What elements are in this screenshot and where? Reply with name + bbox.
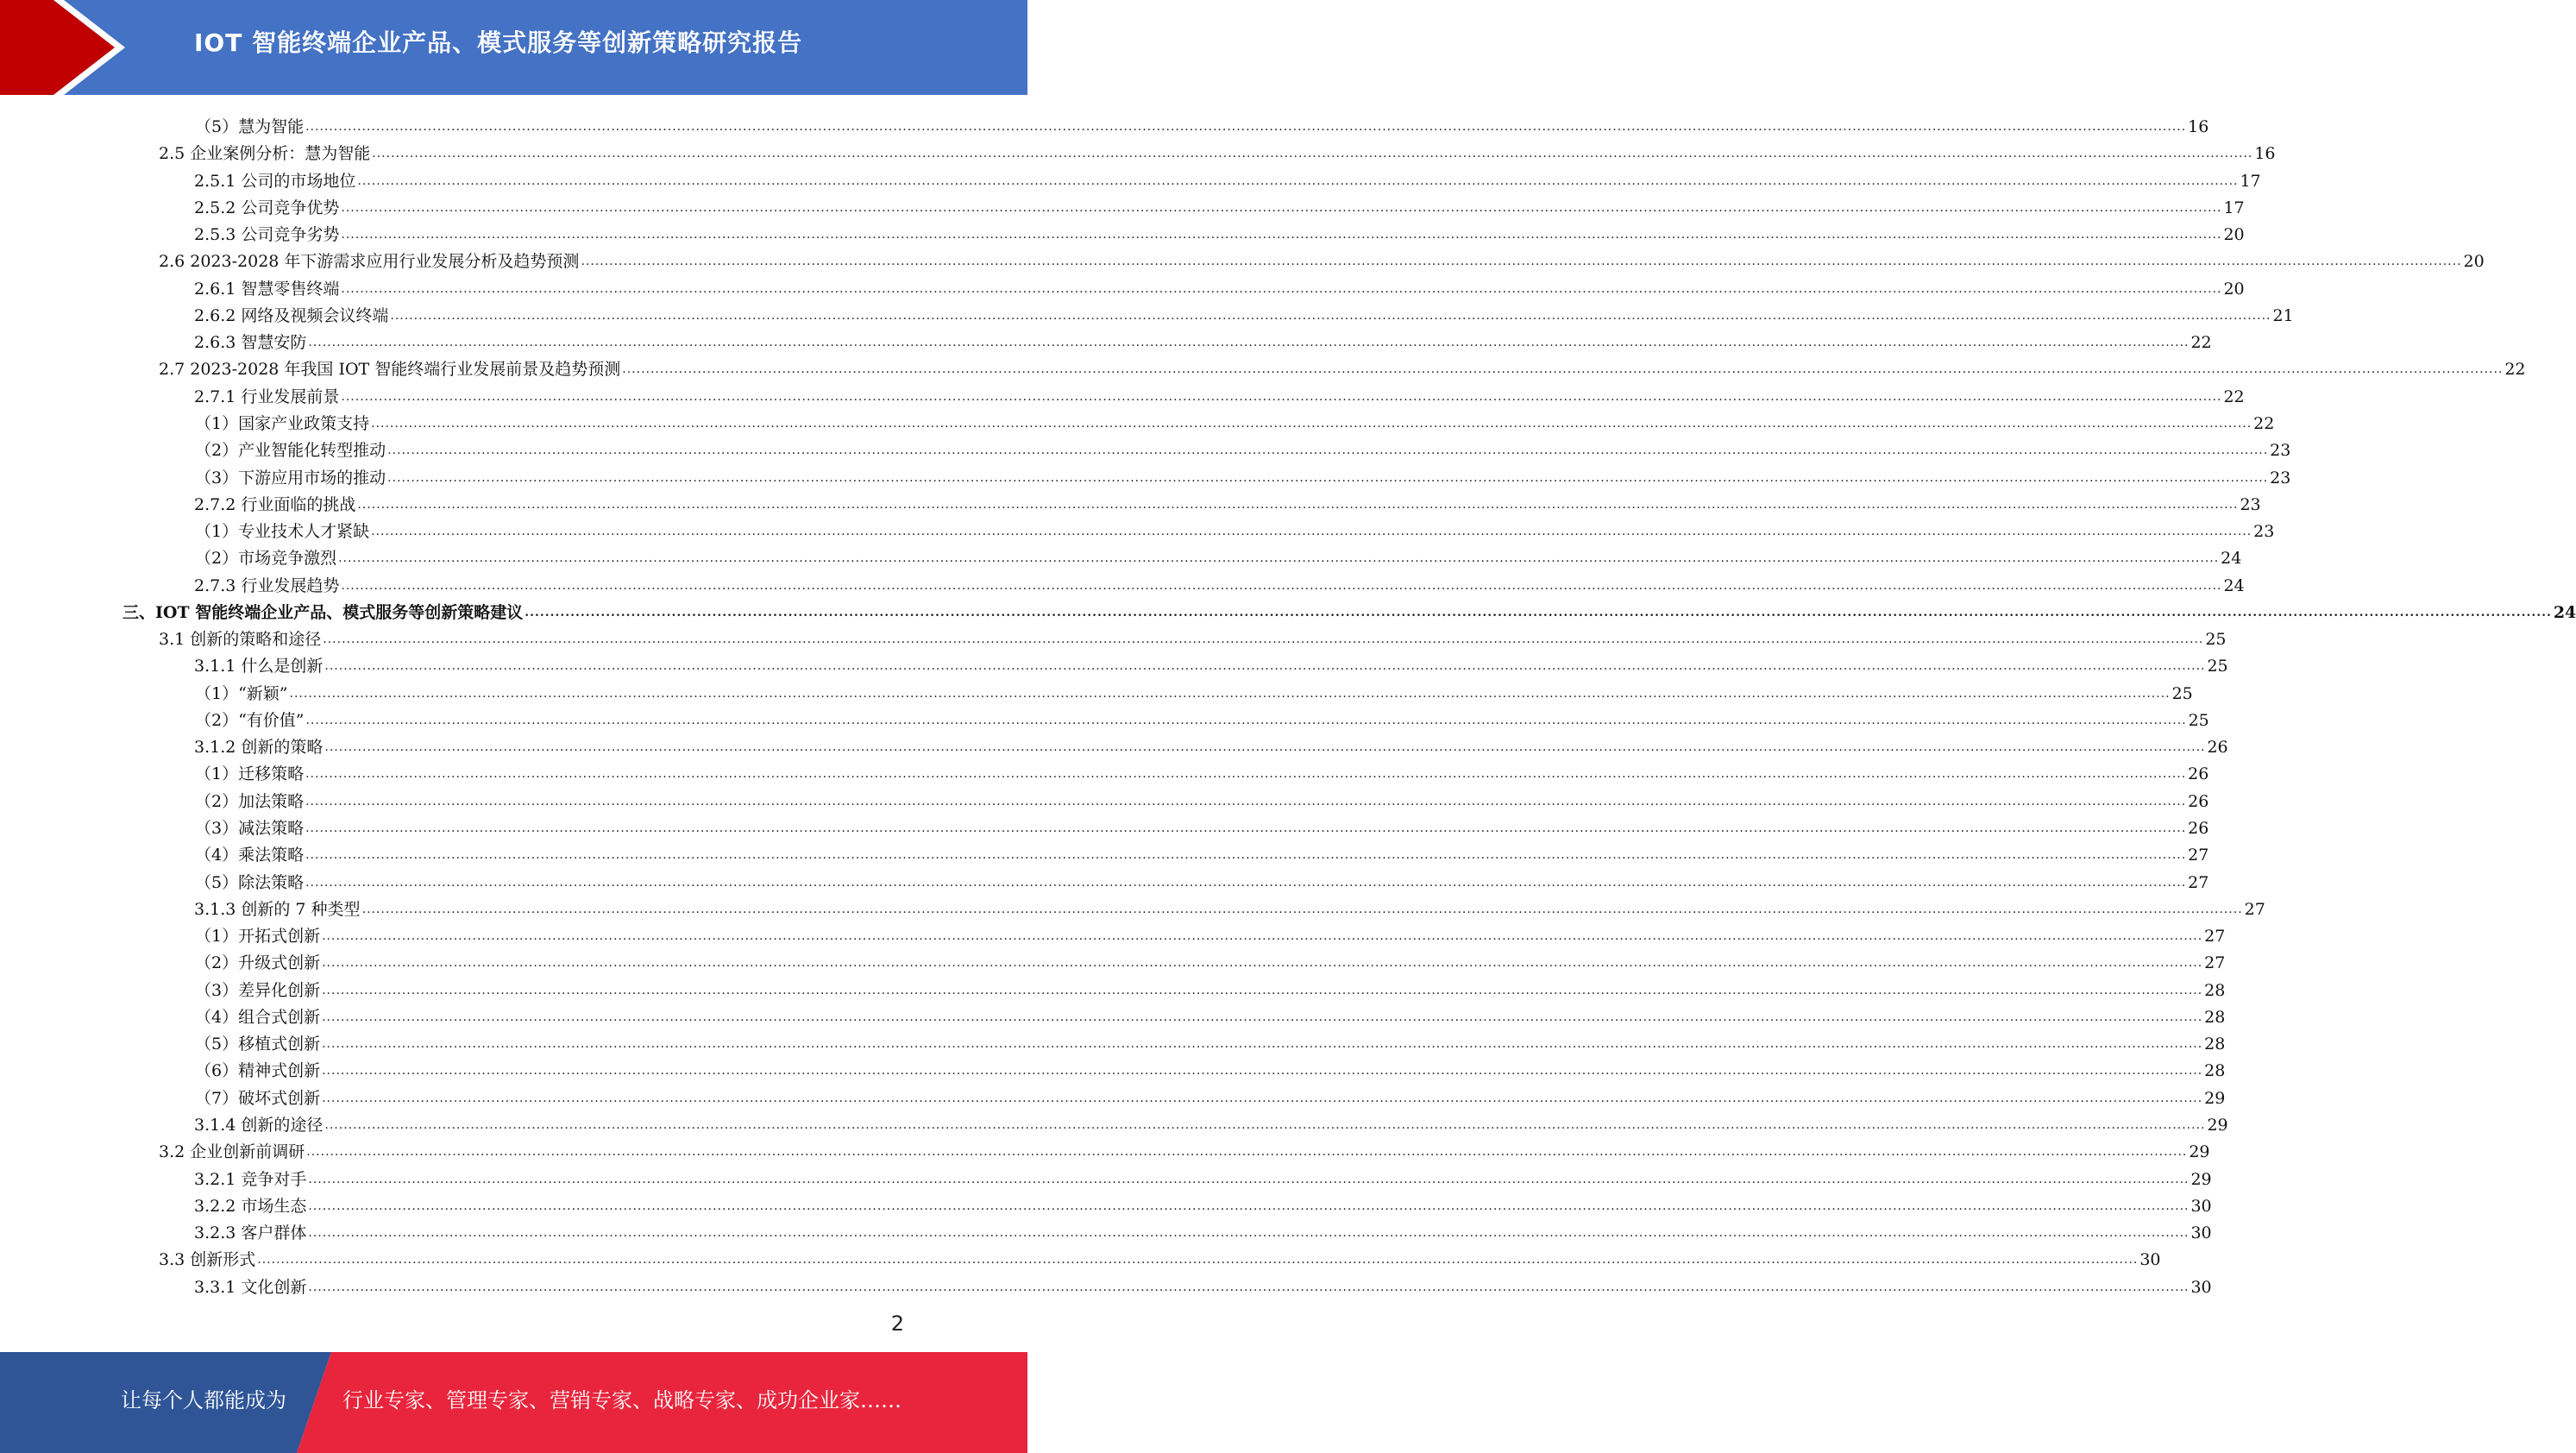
toc-entry-page: 22 [2504,360,2526,380]
header-red-chevron [0,0,138,95]
toc-entry-page: 22 [2190,333,2212,353]
toc-entry-title: （3）下游应用市场的推动 [195,468,386,487]
toc-entry-title: 2.5.2 公司竞争优势 [194,198,340,217]
toc-entry-title: 3.1.2 创新的策略 [194,738,324,758]
toc-entry[interactable] [194,299,2294,326]
toc-entry[interactable] [194,1217,2212,1243]
toc-entry[interactable] [194,569,2245,596]
toc-dot-leader: ................................................................................................................................................................................................................................................................................................................................................................................................................ [308,1172,2190,1186]
toc-entry[interactable] [194,273,2245,299]
toc-entry-title: （5）移植式创新 [195,1035,321,1054]
toc-dot-leader: ................................................................................................................................................................................................................................................................................................................................................................................................................ [341,200,2222,215]
toc-entry[interactable] [194,326,2212,353]
toc-entry-page: 23 [2240,494,2261,514]
toc-entry[interactable] [195,1054,2226,1081]
toc-entry[interactable] [195,812,2209,839]
toc-entry-title: 3.1 创新的策略和途径 [159,630,322,650]
toc-entry-title: （4）乘法策略 [195,846,305,865]
toc-entry-title: 2.6.1 智慧零售终端 [194,279,340,299]
toc-entry[interactable] [159,137,2276,164]
toc-entry[interactable] [195,677,2193,704]
toc-dot-leader: ................................................................................................................................................................................................................................................................................................................................................................................................................ [323,632,2204,647]
toc-entry[interactable] [194,381,2245,407]
toc-entry[interactable] [194,1163,2212,1190]
toc-entry-title: 3.3.1 文化创新 [194,1277,307,1297]
toc-dot-leader: ................................................................................................................................................................................................................................................................................................................................................................................................................ [581,255,2462,269]
toc-dot-leader: ................................................................................................................................................................................................................................................................................................................................................................................................................ [372,147,2253,161]
page-footer [0,1352,1027,1453]
toc-entry-title: （2）升级式创新 [195,953,321,973]
toc-entry[interactable] [194,1271,2212,1298]
toc-entry-title: （5）慧为智能 [195,117,305,136]
toc-entry[interactable] [195,704,2209,731]
toc-entry-page: 27 [2188,846,2209,865]
toc-entry-title: 3.2.1 竞争对手 [194,1169,307,1189]
toc-entry-page: 24 [2553,602,2576,622]
toc-entry-page: 22 [2223,387,2245,406]
toc-entry-page: 20 [2223,225,2245,245]
toc-dot-leader: ................................................................................................................................................................................................................................................................................................................................................................................................................ [357,173,2239,188]
toc-entry[interactable] [195,785,2209,812]
toc-dot-leader: ................................................................................................................................................................................................................................................................................................................................................................................................................ [371,416,2252,431]
toc-entry[interactable] [195,110,2209,137]
toc-entry-page: 20 [2223,279,2245,299]
toc-entry[interactable] [195,1082,2226,1109]
toc-entry[interactable] [194,650,2228,676]
toc-entry-page: 28 [2204,980,2226,1000]
toc-dot-leader: ................................................................................................................................................................................................................................................................................................................................................................................................................ [361,902,2243,916]
toc-dot-leader: ................................................................................................................................................................................................................................................................................................................................................................................................................ [324,740,2206,755]
toc-entry[interactable] [194,1190,2212,1217]
toc-dot-leader: ................................................................................................................................................................................................................................................................................................................................................................................................................ [390,308,2271,323]
toc-entry-title: 2.7.2 行业面临的挑战 [194,494,356,514]
toc-entry-page: 28 [2204,1061,2226,1081]
toc-dot-leader: ................................................................................................................................................................................................................................................................................................................................................................................................................ [322,983,2203,997]
toc-entry-page: 25 [2188,710,2209,730]
toc-entry[interactable] [194,218,2245,245]
toc-entry-page: 29 [2189,1142,2210,1162]
toc-entry[interactable] [195,920,2226,947]
toc-entry-title: 2.5.3 公司竞争劣势 [194,225,340,245]
toc-entry-title: （2）市场竞争激烈 [195,549,337,569]
toc-dot-leader: ................................................................................................................................................................................................................................................................................................................................................................................................................ [305,120,2187,134]
toc-dot-leader: ................................................................................................................................................................................................................................................................................................................................................................................................................ [306,1145,2188,1160]
toc-dot-leader: ................................................................................................................................................................................................................................................................................................................................................................................................................ [322,1037,2203,1052]
toc-entry-page: 25 [2207,657,2228,676]
toc-dot-leader: ................................................................................................................................................................................................................................................................................................................................................................................................................ [322,1091,2203,1105]
toc-entry-page: 22 [2253,413,2275,433]
toc-dot-leader: ................................................................................................................................................................................................................................................................................................................................................................................................................ [305,794,2187,808]
toc-entry-title: 3.2.2 市场生态 [194,1196,307,1216]
toc-entry-title: （2）产业智能化转型推动 [195,441,386,461]
toc-entry-title: 三、IOT 智能终端企业产品、模式服务等创新策略建议 [123,602,524,622]
toc-dot-leader: ................................................................................................................................................................................................................................................................................................................................................................................................................ [324,1117,2206,1132]
toc-entry-page: 25 [2205,630,2227,650]
toc-entry[interactable] [159,353,2526,380]
toc-entry-page: 21 [2272,305,2294,325]
toc-entry-title: （1）专业技术人才紧缺 [195,522,370,542]
toc-entry-page: 27 [2244,899,2265,919]
toc-entry[interactable] [195,758,2209,784]
toc-dot-leader: ................................................................................................................................................................................................................................................................................................................................................................................................................ [257,1253,2139,1267]
toc-dot-leader: ................................................................................................................................................................................................................................................................................................................................................................................................................ [308,336,2190,350]
toc-entry-page: 29 [2204,1088,2226,1108]
toc-entry[interactable] [195,866,2209,893]
toc-dot-leader: ................................................................................................................................................................................................................................................................................................................................................................................................................ [305,713,2187,727]
footer-slogan-left: 让每个人都能成为 [121,1388,286,1412]
toc-dot-leader: ................................................................................................................................................................................................................................................................................................................................................................................................................ [305,767,2187,782]
toc-entry[interactable] [159,1243,2161,1270]
toc-entry-page: 28 [2204,1007,2226,1027]
toc-entry-title: 3.3 创新形式 [159,1250,256,1270]
toc-entry[interactable] [195,542,2242,569]
toc-entry-title: 2.5 企业案例分析：慧为智能 [159,144,371,164]
toc-entry[interactable] [194,893,2265,920]
toc-entry-page: 26 [2188,791,2209,811]
toc-dot-leader: ................................................................................................................................................................................................................................................................................................................................................................................................................ [525,605,2552,620]
toc-entry[interactable] [159,245,2485,272]
toc-entry-page: 16 [2254,144,2276,164]
toc-dot-leader: ................................................................................................................................................................................................................................................................................................................................................................................................................ [324,659,2206,674]
toc-entry-title: 2.6.2 网络及视频会议终端 [194,305,389,325]
report-title: IOT 智能终端企业产品、模式服务等创新策略研究报告 [194,28,803,57]
toc-entry-page: 26 [2207,738,2228,758]
toc-entry[interactable] [194,1109,2228,1135]
page-number: 2 [890,1311,904,1336]
toc-dot-leader: ................................................................................................................................................................................................................................................................................................................................................................................................................ [322,929,2203,944]
toc-dot-leader: ................................................................................................................................................................................................................................................................................................................................................................................................................ [322,1010,2203,1024]
toc-entry[interactable] [194,488,2261,515]
toc-entry-title: （2）“有价值” [195,710,305,730]
toc-entry-page: 27 [2188,872,2209,892]
toc-entry[interactable] [195,839,2209,865]
toc-entry-title: 3.2.3 客户群体 [194,1223,307,1243]
toc-dot-leader: ................................................................................................................................................................................................................................................................................................................................................................................................................ [305,848,2187,863]
toc-entry-title: （1）迁移策略 [195,764,305,784]
toc-entry-page: 24 [2223,576,2245,595]
toc-entry-page: 29 [2207,1115,2228,1135]
toc-dot-leader: ................................................................................................................................................................................................................................................................................................................................................................................................................ [371,525,2252,539]
toc-entry-title: （1）国家产业政策支持 [195,413,370,433]
toc-dot-leader: ................................................................................................................................................................................................................................................................................................................................................................................................................ [387,470,2269,485]
toc-entry-title: 2.6.3 智慧安防 [194,333,307,353]
toc-entry-page: 23 [2253,522,2275,542]
toc-entry-page: 26 [2188,819,2209,839]
toc-entry-title: （3）差异化创新 [195,980,321,1000]
toc-dot-leader: ................................................................................................................................................................................................................................................................................................................................................................................................................ [308,1280,2190,1294]
toc-entry-page: 30 [2190,1223,2212,1243]
toc-entry[interactable] [159,623,2227,650]
toc-dot-leader: ................................................................................................................................................................................................................................................................................................................................................................................................................ [308,1198,2190,1213]
toc-entry[interactable] [194,165,2261,192]
toc-entry-page: 24 [2221,549,2242,569]
toc-entry-page: 17 [2223,198,2245,217]
toc-entry-page: 28 [2204,1035,2226,1054]
toc-entry[interactable] [195,1028,2226,1054]
toc-entry-title: （6）精神式创新 [195,1061,321,1081]
toc-dot-leader: ................................................................................................................................................................................................................................................................................................................................................................................................................ [341,228,2222,242]
toc-entry-title: 2.7.1 行业发展前景 [194,387,340,406]
toc-entry-page: 30 [2190,1196,2212,1216]
toc-entry-page: 27 [2204,927,2226,947]
toc-entry-title: 2.7 2023-2028 年我国 IOT 智能终端行业发展前景及趋势预测 [159,360,621,380]
toc-dot-leader: ................................................................................................................................................................................................................................................................................................................................................................................................................ [305,875,2187,890]
toc-entry-title: 2.6 2023-2028 年下游需求应用行业发展分析及趋势预测 [159,252,580,272]
toc-entry-page: 30 [2139,1250,2161,1270]
toc-entry-title: 3.2 企业创新前调研 [159,1142,305,1162]
toc-entry[interactable] [195,434,2291,461]
toc-entry-title: 2.5.1 公司的市场地位 [194,171,356,191]
toc-dot-leader: ................................................................................................................................................................................................................................................................................................................................................................................................................ [308,1226,2190,1241]
toc-entry-title: 2.7.3 行业发展趋势 [194,576,340,595]
toc-entry-title: （1）开拓式创新 [195,927,321,947]
toc-dot-leader: ................................................................................................................................................................................................................................................................................................................................................................................................................ [341,578,2222,593]
toc-entry-page: 25 [2171,683,2193,703]
toc-entry-title: （5）除法策略 [195,872,305,892]
footer-slogan-right: 行业专家、管理专家、营销专家、战略专家、成功企业家…… [342,1388,902,1412]
toc-entry-title: （4）组合式创新 [195,1007,321,1027]
toc-entry-title: （1）“新颖” [195,683,288,703]
toc-entry-title: 3.1.1 什么是创新 [194,657,324,676]
page-header [0,0,1027,95]
toc-entry-page: 17 [2240,171,2261,191]
toc-dot-leader: ................................................................................................................................................................................................................................................................................................................................................................................................................ [289,686,2171,701]
toc-entry-page: 26 [2188,764,2209,784]
toc-entry-title: 3.1.3 创新的 7 种类型 [194,899,361,919]
toc-entry[interactable] [195,1001,2226,1028]
toc-entry-page: 20 [2463,252,2485,272]
toc-dot-leader: ................................................................................................................................................................................................................................................................................................................................................................................................................ [341,389,2222,404]
toc-dot-leader: ................................................................................................................................................................................................................................................................................................................................................................................................................ [622,362,2504,377]
toc-dot-leader: ................................................................................................................................................................................................................................................................................................................................................................................................................ [338,551,2220,566]
toc-entry[interactable] [159,1135,2210,1162]
toc-entry[interactable] [195,515,2275,542]
toc-entry[interactable] [195,407,2275,434]
toc-entry-title: 3.1.4 创新的途径 [194,1115,324,1135]
toc-entry[interactable] [194,731,2228,758]
toc-entry-page: 30 [2190,1277,2212,1297]
toc-entry-page: 23 [2270,468,2291,487]
toc-entry[interactable] [123,596,2576,623]
toc-entry-page: 16 [2188,117,2209,136]
toc-entry-page: 23 [2270,441,2291,461]
toc-entry-title: （2）加法策略 [195,791,305,811]
toc-entry[interactable] [195,974,2226,1001]
toc-entry-title: （3）减法策略 [195,819,305,839]
toc-dot-leader: ................................................................................................................................................................................................................................................................................................................................................................................................................ [322,1064,2203,1079]
toc-entry[interactable] [194,192,2245,218]
toc-dot-leader: ................................................................................................................................................................................................................................................................................................................................................................................................................ [387,443,2269,458]
toc-dot-leader: ................................................................................................................................................................................................................................................................................................................................................................................................................ [322,956,2203,971]
toc-dot-leader: ................................................................................................................................................................................................................................................................................................................................................................................................................ [341,281,2222,296]
toc-entry-title: （7）破坏式创新 [195,1088,321,1108]
toc-entry-page: 27 [2204,953,2226,973]
toc-entry[interactable] [195,947,2226,973]
toc-entry-page: 29 [2190,1169,2212,1189]
toc-dot-leader: ................................................................................................................................................................................................................................................................................................................................................................................................................ [357,497,2239,512]
toc-dot-leader: ................................................................................................................................................................................................................................................................................................................................................................................................................ [305,821,2187,836]
toc-entry[interactable] [195,462,2291,488]
